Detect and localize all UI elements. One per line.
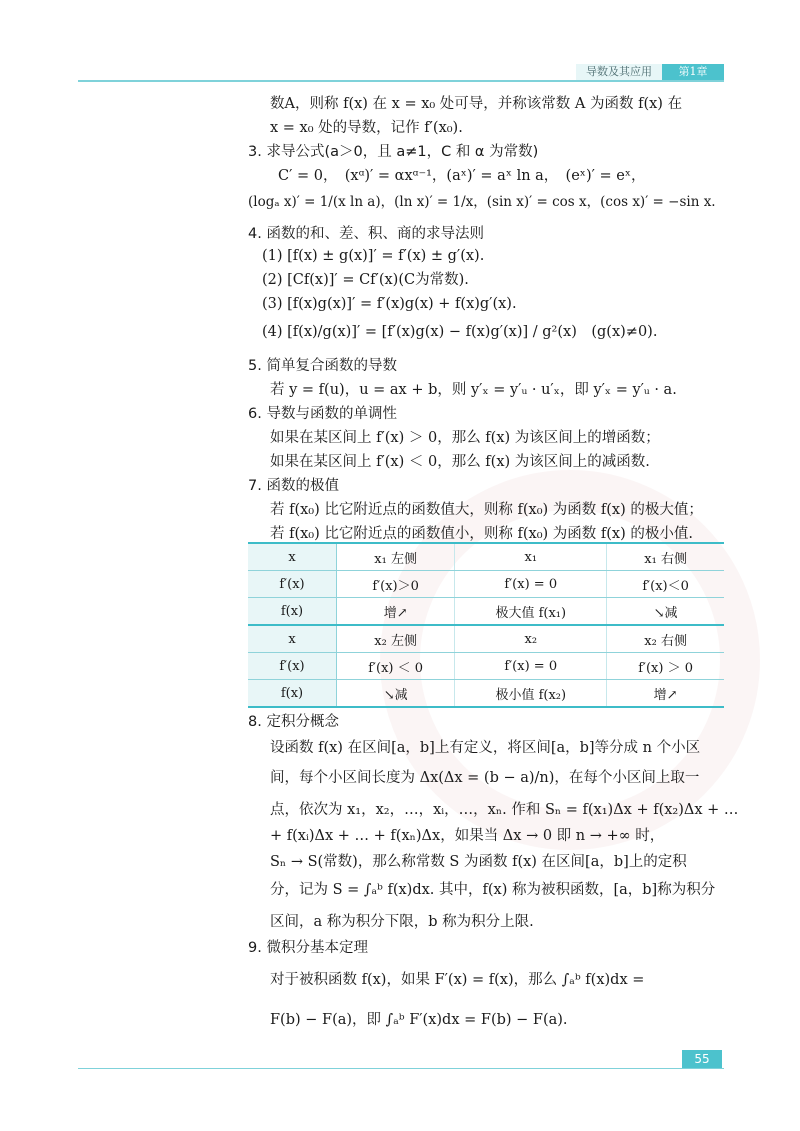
- table-row: [248, 543, 724, 571]
- section-title-7: 7. 函数的极值: [248, 478, 339, 494]
- text-line: + f(xᵢ)Δx + … + f(xₙ)Δx，如果当 Δx → 0 即 n → +∞ 时，: [270, 828, 665, 844]
- table-cell: x: [248, 543, 337, 571]
- table-row: [248, 680, 724, 708]
- table-row: [248, 571, 724, 598]
- table-cell: x₂: [455, 625, 607, 653]
- text-line: 若 f(x₀) 比它附近点的函数值大，则称 f(x₀) 为函数 f(x) 的极大值；: [270, 502, 703, 518]
- text-line: 设函数 f(x) 在区间[a，b]上有定义，将区间[a，b]等分成 n 个小区: [270, 740, 701, 756]
- text-line: x = x₀ 处的导数，记作 f′(x₀).: [270, 120, 463, 136]
- header-rule: [78, 80, 724, 82]
- text-line: F(b) − F(a)，即 ∫ₐᵇ F′(x)dx = F(b) − F(a).: [270, 1012, 568, 1028]
- text-line: Sₙ → S(常数)，那么称常数 S 为函数 f(x) 在区间[a，b]上的定积: [270, 854, 687, 870]
- text-line: 数A，则称 f(x) 在 x = x₀ 处可导，并称该常数 A 为函数 f(x) 在: [270, 96, 683, 112]
- table-cell: f′(x)＜0: [607, 571, 724, 598]
- table-cell: f′(x) ＜ 0: [337, 653, 455, 680]
- text-line: 如果在某区间上 f′(x) ＜ 0，那么 f(x) 为该区间上的减函数.: [270, 454, 650, 470]
- table-cell: f′(x) = 0: [455, 571, 607, 598]
- page-number: 55: [682, 1050, 722, 1068]
- formula-line: C′ = 0， (xᵅ)′ = αxᵅ⁻¹，(aˣ)′ = aˣ ln a， (eˣ)′ = eˣ，: [278, 168, 646, 184]
- table-cell: f(x): [248, 598, 337, 626]
- text-line: 如果在某区间上 f′(x) ＞ 0，那么 f(x) 为该区间上的增函数；: [270, 430, 660, 446]
- table-cell: f′(x) ＞ 0: [607, 653, 724, 680]
- table-cell: x₁ 右侧: [607, 543, 724, 571]
- table-cell: x₂ 左侧: [337, 625, 455, 653]
- header-chapter-label: 第1章: [662, 64, 724, 80]
- table-cell: x: [248, 625, 337, 653]
- extremum-table: [248, 542, 724, 708]
- text-line: 区间，a 称为积分下限，b 称为积分上限.: [270, 914, 534, 930]
- section-title-8: 8. 定积分概念: [248, 714, 339, 730]
- table-cell: x₁ 左侧: [337, 543, 455, 571]
- table-cell: f′(x): [248, 653, 337, 680]
- header-chapter-title: 导数及其应用: [576, 64, 662, 80]
- table-cell: ↘减: [337, 680, 455, 708]
- table-cell: 增↗: [337, 598, 455, 626]
- table-row: [248, 625, 724, 653]
- text-line: 点，依次为 x₁，x₂，…，xᵢ，…，xₙ. 作和 Sₙ = f(x₁)Δx + f(x₂)Δx + …: [270, 802, 739, 818]
- section-title-4: 4. 函数的和、差、积、商的求导法则: [248, 226, 484, 242]
- table-cell: f′(x): [248, 571, 337, 598]
- text-line: 对于被积函数 f(x)，如果 F′(x) = f(x)，那么 ∫ₐᵇ f(x)dx =: [270, 972, 645, 988]
- table-row: [248, 598, 724, 626]
- table-row: [248, 653, 724, 680]
- rule-3: (3) [f(x)g(x)]′ = f′(x)g(x) + f(x)g′(x).: [262, 296, 517, 312]
- table-cell: x₂ 右侧: [607, 625, 724, 653]
- table-cell: f(x): [248, 680, 337, 708]
- rule-2: (2) [Cf(x)]′ = Cf′(x)(C为常数).: [262, 272, 469, 288]
- footer-rule: [78, 1068, 724, 1069]
- formula-line: (logₐ x)′ = 1/(x ln a)，(ln x)′ = 1/x，(sin x)′ = cos x，(cos x)′ = −sin x.: [248, 194, 716, 210]
- table-cell: f′(x) = 0: [455, 653, 607, 680]
- section-title-3: 3. 求导公式(a＞0，且 a≠1，C 和 α 为常数): [248, 144, 539, 160]
- text-line: 分，记为 S = ∫ₐᵇ f(x)dx. 其中，f(x) 称为被积函数，[a，b]称为积分: [270, 882, 716, 898]
- section-title-9: 9. 微积分基本定理: [248, 940, 368, 956]
- section-title-6: 6. 导数与函数的单调性: [248, 406, 397, 422]
- table-cell: ↘减: [607, 598, 724, 626]
- table-cell: 增↗: [607, 680, 724, 708]
- table-cell: 极大值 f(x₁): [455, 598, 607, 626]
- text-line: 若 y = f(u)，u = ax + b，则 y′ₓ = y′ᵤ · u′ₓ，即 y′ₓ = y′ᵤ · a.: [270, 382, 677, 398]
- text-line: 间，每个小区间长度为 Δx(Δx = (b − a)/n)，在每个小区间上取一: [270, 770, 700, 786]
- section-title-5: 5. 简单复合函数的导数: [248, 358, 397, 374]
- text-line: 若 f(x₀) 比它附近点的函数值小，则称 f(x₀) 为函数 f(x) 的极小值.: [270, 526, 693, 542]
- rule-1: (1) [f(x) ± g(x)]′ = f′(x) ± g′(x).: [262, 248, 485, 264]
- table-cell: x₁: [455, 543, 607, 571]
- rule-4: (4) [f(x)/g(x)]′ = [f′(x)g(x) − f(x)g′(x)] / g²(x) (g(x)≠0).: [262, 324, 658, 340]
- table-cell: f′(x)＞0: [337, 571, 455, 598]
- table-cell: 极小值 f(x₂): [455, 680, 607, 708]
